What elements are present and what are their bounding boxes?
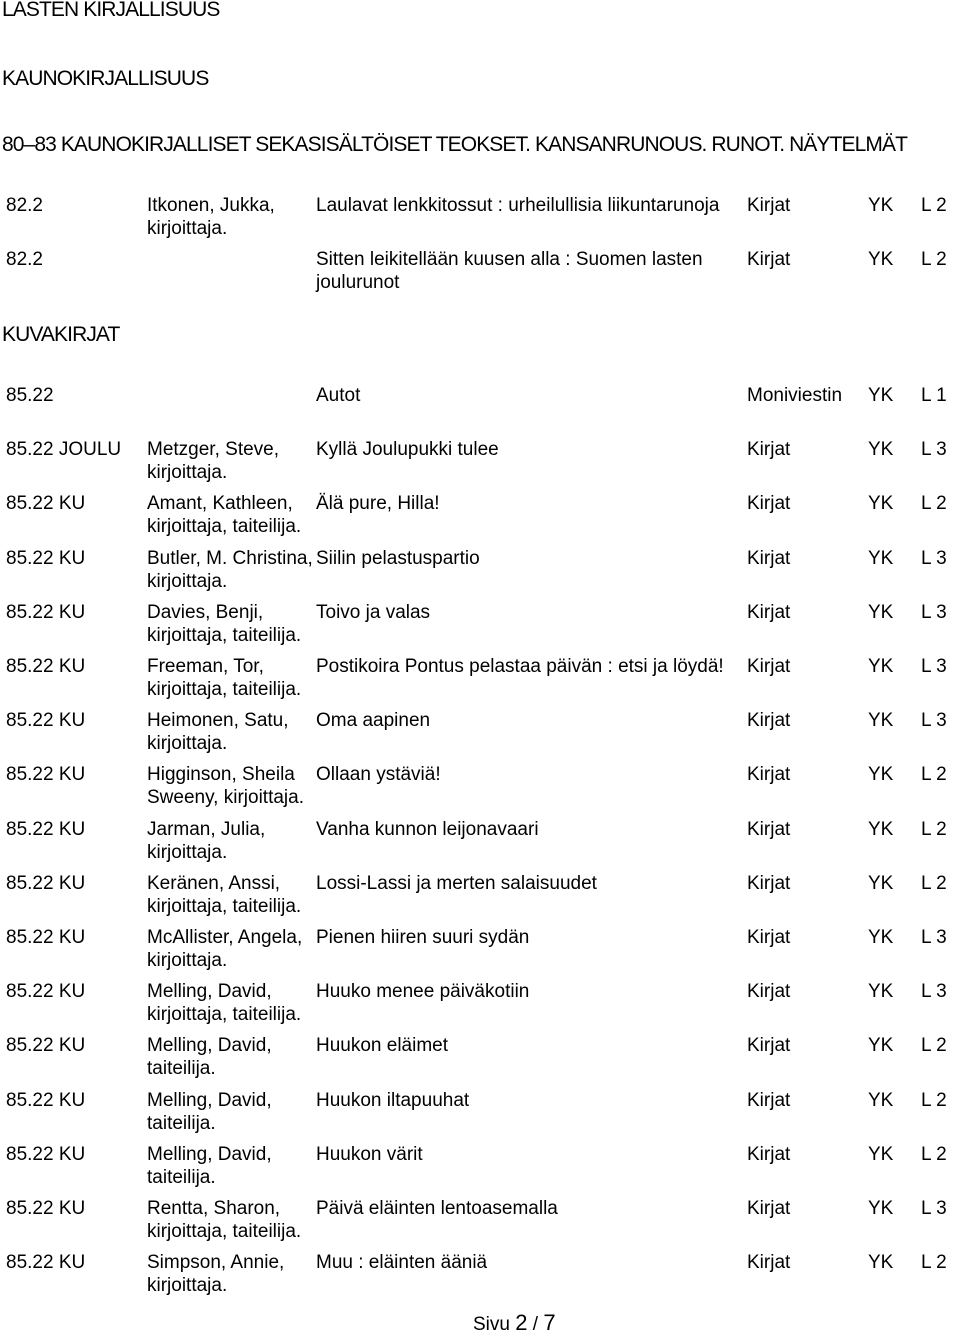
entry-author: Melling, David, taiteilija. xyxy=(147,1143,272,1188)
entry-class: 85.22 KU xyxy=(6,872,86,894)
entry-type: Kirjat xyxy=(747,1198,791,1219)
entry-type: Kirjat xyxy=(747,981,791,1003)
entry-class: 85.22 KU xyxy=(6,656,86,677)
list-item xyxy=(0,1143,960,1197)
entry-author: Davies, Benji, kirjoittaja, taiteilija. xyxy=(147,601,302,646)
entry-language: YK xyxy=(868,385,894,406)
entry-author: Rentta, Sharon, kirjoittaja, taiteilija. xyxy=(147,1198,302,1242)
entry-class: 85.22 KU xyxy=(6,1035,86,1057)
entry-author: Simpson, Annie, kirjoittaja. xyxy=(147,1252,285,1297)
list-item xyxy=(0,709,960,763)
entry-shelf: L 3 xyxy=(921,547,947,569)
entry-class: 85.22 KU xyxy=(6,764,86,786)
entry-language: YK xyxy=(868,1089,894,1111)
entry-class: 85.22 KU xyxy=(6,981,86,1003)
entry-author: Higginson, Sheila Sweeny, kirjoittaja. xyxy=(147,764,304,809)
list-item xyxy=(0,655,960,709)
entry-author: Amant, Kathleen, kirjoittaja, taiteilija. xyxy=(147,493,302,538)
section-heading-80-83: 80–83 KAUNOKIRJALLISET SEKASISÄLTÖISET TEOKSET. KANSANRUNOUS. RUNOT. NÄYTELMÄT xyxy=(2,133,908,156)
entry-shelf: L 2 xyxy=(921,1143,947,1165)
entry-title: Kyllä Joulupukki tulee xyxy=(316,439,499,461)
entry-author: Butler, M. Christina, kirjoittaja. xyxy=(147,547,313,592)
page-current: 2 xyxy=(515,1310,528,1335)
entry-title: Huukon iltapuuhat xyxy=(316,1089,470,1111)
entry-shelf: L 3 xyxy=(921,1198,947,1219)
entry-class: 85.22 KU xyxy=(6,927,86,948)
list-item xyxy=(0,547,960,601)
entry-type: Kirjat xyxy=(747,818,791,840)
entry-shelf: L 3 xyxy=(921,656,947,677)
list-item xyxy=(0,763,960,817)
entry-class: 85.22 KU xyxy=(6,547,86,569)
entry-language: YK xyxy=(868,493,894,515)
entry-shelf: L 2 xyxy=(921,764,947,786)
entry-author: Itkonen, Jukka, kirjoittaja. xyxy=(147,195,275,239)
entry-language: YK xyxy=(868,1198,894,1219)
entry-shelf: L 2 xyxy=(921,818,947,840)
entry-title: Huukon värit xyxy=(316,1143,423,1165)
entry-title: Huukon eläimet xyxy=(316,1035,449,1057)
entry-type: Kirjat xyxy=(747,195,791,216)
entry-shelf: L 2 xyxy=(921,249,947,271)
entry-language: YK xyxy=(868,195,894,216)
entry-type: Kirjat xyxy=(747,710,791,732)
list-item xyxy=(0,1034,960,1088)
entry-language: YK xyxy=(868,710,894,732)
entry-shelf: L 2 xyxy=(921,872,947,894)
list-item xyxy=(0,980,960,1034)
section-heading-kuvakirjat: KUVAKIRJAT xyxy=(2,323,120,346)
entry-type: Kirjat xyxy=(747,547,791,569)
list-item xyxy=(0,872,960,926)
list-item xyxy=(0,1197,960,1251)
entry-shelf: L 1 xyxy=(921,385,947,406)
list-item xyxy=(0,818,960,872)
entry-language: YK xyxy=(868,601,894,623)
entry-shelf: L 3 xyxy=(921,601,947,623)
entry-language: YK xyxy=(868,439,894,461)
list-item xyxy=(0,194,960,248)
entry-language: YK xyxy=(868,1035,894,1057)
page-separator: / xyxy=(532,1314,539,1335)
entry-author: Melling, David, kirjoittaja, taiteilija. xyxy=(147,981,302,1026)
list-item xyxy=(0,492,960,546)
entry-class: 82.2 xyxy=(6,249,43,271)
entry-title: Päivä eläinten lentoasemalla xyxy=(316,1198,558,1219)
entry-language: YK xyxy=(868,656,894,677)
entry-title: Autot xyxy=(316,385,361,406)
entry-title: Postikoira Pontus pelastaa päivän : etsi ja löydä! xyxy=(316,656,724,677)
entry-type: Kirjat xyxy=(747,1089,791,1111)
entry-title: Huuko menee päiväkotiin xyxy=(316,981,530,1003)
entry-title: Pienen hiiren suuri sydän xyxy=(316,927,530,948)
entry-type: Kirjat xyxy=(747,656,791,677)
entry-shelf: L 3 xyxy=(921,439,947,461)
list-item xyxy=(0,601,960,655)
entry-author: Keränen, Anssi, kirjoittaja, taiteilija. xyxy=(147,872,302,917)
entry-shelf: L 2 xyxy=(921,1089,947,1111)
entry-language: YK xyxy=(868,1143,894,1165)
entry-class: 85.22 xyxy=(6,385,54,406)
entry-shelf: L 2 xyxy=(921,493,947,515)
section-heading-kaunokirjallisuus: KAUNOKIRJALLISUUS xyxy=(2,67,209,90)
entry-author: Freeman, Tor, kirjoittaja, taiteilija. xyxy=(147,656,302,700)
entry-class: 85.22 KU xyxy=(6,710,86,732)
entry-class: 85.22 KU xyxy=(6,1198,86,1219)
entry-type: Kirjat xyxy=(747,1143,791,1165)
page-total: 7 xyxy=(543,1310,556,1335)
entry-type: Kirjat xyxy=(747,872,791,894)
entry-class: 82.2 xyxy=(6,195,43,216)
entry-type: Kirjat xyxy=(747,1035,791,1057)
entry-type: Kirjat xyxy=(747,439,791,461)
entry-language: YK xyxy=(868,1252,894,1274)
entry-type: Kirjat xyxy=(747,249,791,271)
entry-type: Kirjat xyxy=(747,1252,791,1274)
entry-language: YK xyxy=(868,764,894,786)
entry-type: Kirjat xyxy=(747,601,791,623)
entry-title: Ollaan ystäviä! xyxy=(316,764,441,786)
entry-shelf: L 2 xyxy=(921,1035,947,1057)
entry-class: 85.22 KU xyxy=(6,1089,86,1111)
entry-shelf: L 3 xyxy=(921,981,947,1003)
entry-type: Moniviestin xyxy=(747,385,843,406)
entry-shelf: L 2 xyxy=(921,1252,947,1274)
page-label: Sivu xyxy=(473,1314,510,1335)
entry-class: 85.22 KU xyxy=(6,818,86,840)
entry-title: Laulavat lenkkitossut : urheilullisia liikuntarunoja xyxy=(316,195,720,216)
page-title: LASTEN KIRJALLISUUS xyxy=(2,0,220,21)
entry-language: YK xyxy=(868,981,894,1003)
list-item xyxy=(0,438,960,492)
entry-language: YK xyxy=(868,547,894,569)
entry-shelf: L 2 xyxy=(921,195,947,216)
list-item xyxy=(0,384,960,438)
entry-language: YK xyxy=(868,927,894,948)
entry-title: Sitten leikitellään kuusen alla : Suomen lasten joulurunot xyxy=(316,249,703,294)
entry-class: 85.22 KU xyxy=(6,1143,86,1165)
entry-class: 85.22 JOULU xyxy=(6,439,122,461)
entry-author: Heimonen, Satu, kirjoittaja. xyxy=(147,710,289,755)
entry-language: YK xyxy=(868,818,894,840)
entry-class: 85.22 KU xyxy=(6,601,86,623)
entry-title: Siilin pelastuspartio xyxy=(316,547,480,569)
entry-language: YK xyxy=(868,249,894,271)
entry-type: Kirjat xyxy=(747,493,791,515)
entry-author: Jarman, Julia, kirjoittaja. xyxy=(147,818,266,863)
list-item xyxy=(0,926,960,980)
entry-title: Toivo ja valas xyxy=(316,601,431,623)
page-footer xyxy=(473,1311,556,1336)
entry-shelf: L 3 xyxy=(921,710,947,732)
entry-shelf: L 3 xyxy=(921,927,947,948)
entry-author: Metzger, Steve, kirjoittaja. xyxy=(147,439,280,484)
entry-class: 85.22 KU xyxy=(6,493,86,515)
list-item xyxy=(0,248,960,302)
entry-title: Oma aapinen xyxy=(316,710,431,732)
entry-title: Lossi-Lassi ja merten salaisuudet xyxy=(316,872,597,894)
entry-title: Älä pure, Hilla! xyxy=(316,493,440,515)
entry-class: 85.22 KU xyxy=(6,1252,86,1274)
entry-type: Kirjat xyxy=(747,764,791,786)
entry-title: Muu : eläinten ääniä xyxy=(316,1252,488,1274)
entry-author: Melling, David, taiteilija. xyxy=(147,1035,272,1080)
list-item xyxy=(0,1251,960,1305)
entry-author: Melling, David, taiteilija. xyxy=(147,1089,272,1134)
entry-author: McAllister, Angela, kirjoittaja. xyxy=(147,927,303,971)
list-item xyxy=(0,1089,960,1143)
entry-language: YK xyxy=(868,872,894,894)
entry-title: Vanha kunnon leijonavaari xyxy=(316,818,539,840)
entry-type: Kirjat xyxy=(747,927,791,948)
